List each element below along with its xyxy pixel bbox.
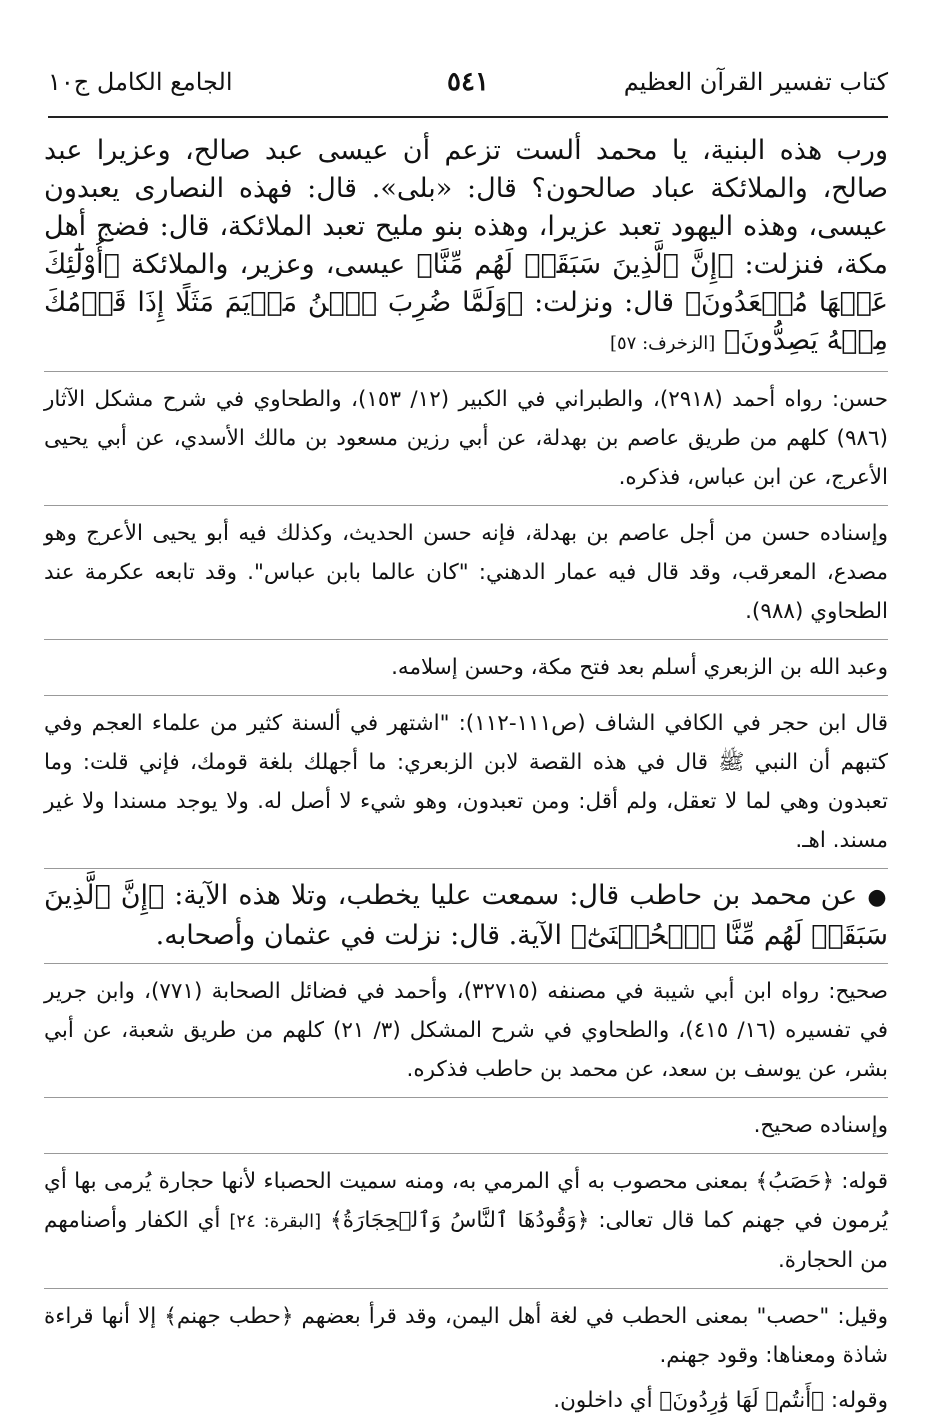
takhrij-note-2: صحيح: رواه ابن أبي شيبة في مصنفه (٣٢٧١٥)، وأحمد في فضائل الصحابة (٧٧١)، وابن جرير في تفسيره (١٦/ ٤١٥)، والطحاوي في شرح المشكل (٣/ ٢١) كلهم من طريق شعبة، عن أبي بشر، عن يوسف بن سعد، عن محمد بن حاطب فذكره.: [44, 979, 888, 1082]
hadith-text-2: [44, 877, 888, 955]
isnad-note-1: وإسناده حسن من أجل عاصم بن بهدلة، فإنه حسن الحديث، وكذلك فيه أبو يحيى الأعرج وهو مصدع، المعرقب، وقد قال فيه عمار الدهني: "كان عالما بابن عباس". وقد تابعه عكرمة عند الطحاوي (٩٨٨).: [44, 521, 888, 624]
section-divider: [44, 1097, 888, 1098]
running-header: [48, 62, 888, 102]
tafsir-note-hatab: وقيل: "حصب" بمعنى الحطب في لغة أهل اليمن، وقد قرأ بعضهم ﴿حطب جهنم﴾ إلا أنها قراءة شاذة ومعناها: وقود جهنم.: [44, 1304, 888, 1368]
section-divider: [44, 505, 888, 506]
verse-reference-baqara: [البقرة: ٢٤]: [229, 1211, 322, 1232]
hadith-text-1: [44, 132, 888, 363]
section-divider: [44, 1153, 888, 1154]
section-divider: [44, 639, 888, 640]
verse-reference-zukhruf: [الزخرف: ٥٧]: [609, 333, 716, 354]
book-title: كتاب تفسير القرآن العظيم: [623, 68, 888, 96]
ibn-hajar-note: قال ابن حجر في الكافي الشاف (ص١١١-١١٢): "اشتهر في ألسنة كثير من علماء العجم وفي كتبهم أن النبي ﷺ قال في هذه القصة لابن الزبعري: ما أجهلك بلغة قومك، فإني قلت: وما تعبدون وهي لما لا تعقل، ولم أقل: ومن تعبدون، وهو شيء لا أصل له. ولا يوجد مسندا ولا غير مسند. اهـ.: [44, 711, 888, 853]
biography-note: وعبد الله بن الزبعري أسلم بعد فتح مكة، وحسن إسلامه.: [391, 655, 888, 680]
page-number: ٥٤١: [447, 67, 489, 97]
section-divider: [44, 1288, 888, 1289]
isnad-note-2: وإسناده صحيح.: [753, 1113, 888, 1138]
section-divider: [44, 963, 888, 964]
hadith-text-2-body: عن محمد بن حاطب قال: سمعت عليا يخطب، وتلا هذه الآية: ﴿إِنَّ ٱلَّذِينَ سَبَقَتۡ لَهُم مِّنَّا ٱلۡحُسۡنَىٰٓ﴾ الآية. قال: نزلت في عثمان وأصحابه.: [44, 880, 888, 951]
bullet-icon: ●: [867, 885, 888, 910]
volume-label: الجامع الكامل ج١٠: [48, 68, 233, 96]
section-divider: [44, 695, 888, 696]
takhrij-note-1: حسن: رواه أحمد (٢٩١٨)، والطبراني في الكبير (١٢/ ١٥٣)، والطحاوي في شرح مشكل الآثار (٩٨٦) كلهم من طريق عاصم بن بهدلة، عن أبي رزين مسعود بن مالك الأسدي، عن أبي يحيى الأعرج، عن ابن عباس، فذكره.: [44, 387, 889, 490]
tafsir-note-hasab: [44, 1162, 888, 1280]
hadith-text-1-body: ورب هذه البنية، يا محمد ألست تزعم أن عيسى عبد صالح، وعزيرا عبد صالح، والملائكة عباد صالحون؟ قال: «بلى». قال: فهذه النصارى يعبدون عيسى، وهذه اليهود تعبد عزيرا، وهذه بنو مليح تعبد الملائكة، قال: فضج أهل مكة، فنزلت: ﴿إِنَّ ٱلَّذِينَ سَبَقَتۡ لَهُم مِّنَّا﴾ عيسى، وعزير، والملائكة ﴿أُوْلَٰٓئِكَ عَنۡهَا مُبۡعَدُونَ﴾ قال: ونزلت: ﴿وَلَمَّا ضُرِبَ ٱبۡنُ مَرۡيَمَ مَثَلًا إِذَا قَوۡمُكَ مِنۡهُ يَصِدُّونَ﴾: [44, 135, 888, 356]
header-rule: [48, 116, 888, 118]
tafsir-note-hasab-a: قوله: ﴿حَصَبُ﴾ بمعنى محصوب به أي المرمي به، ومنه سميت الحصباء لأنها حجارة يُرمى بها أي يُرمون في جهنم كما قال تعالى: ﴿وَقُودُهَا ٱلنَّاسُ وَٱلۡحِجَارَةُ﴾: [44, 1169, 888, 1233]
section-divider: [44, 371, 888, 372]
tafsir-note-hasab-b: أي الكفار وأصنامهم من الحجارة.: [44, 1208, 888, 1273]
section-divider: [44, 868, 888, 869]
page-body: [44, 132, 888, 1426]
tafsir-note-waridun: وقوله: ﴿أَنتُمۡ لَهَا وَٰرِدُونَ﴾ أي داخلون.: [553, 1388, 888, 1413]
